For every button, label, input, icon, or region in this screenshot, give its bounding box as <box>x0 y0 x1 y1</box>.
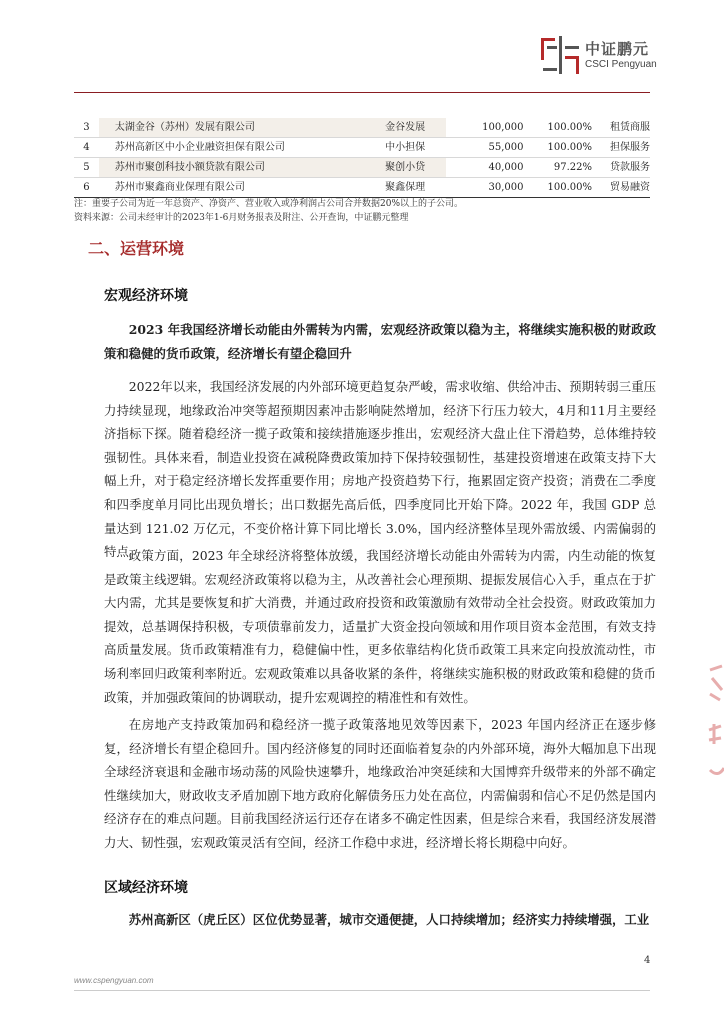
table-row <box>74 118 650 138</box>
page-number: 4 <box>644 955 651 966</box>
company-abbr: 中小担保 <box>385 141 426 153</box>
logo-english-name: CSCI Pengyuan <box>585 59 657 70</box>
main-business: 贸易融资 <box>610 181 650 193</box>
holding-ratio: 97.22% <box>553 161 592 173</box>
table-row <box>74 158 650 178</box>
main-business: 贷款服务 <box>610 161 650 173</box>
registered-capital: 30,000 <box>488 181 524 193</box>
company-name: 苏州市聚创科技小额贷款有限公司 <box>99 158 375 178</box>
company-abbr: 聚鑫保理 <box>385 181 426 193</box>
macro-paragraph-1: 2022年以来，我国经济发展的内外部环境更趋复杂严峻，需求收缩、供给冲击、预期转弱三重压力持续显现，地缘政治冲突等超预期因素冲击影响陡然增加，经济下行压力较大，4月和11月主要经济指标下探。随着稳经济一揽子政策和接续措施逐步推出，宏观经济大盘止住下滑趋势，总体维持较强韧性。具体来看，制造业投资在减税降费政策加持下保持较强韧性，基建投资增速在政策支持下大幅上升，对于稳定经济增长发挥重要作用；房地产投资趋势下行，拖累固定资产投资；消费在二季度和四季度单月同比出现负增长；出口数据先高后低，四季度同比开始下降。2022 年，我国 GDP 总量达到 121.02 万亿元，不变价格计算下同比增长 3.0%，国内经济整体呈现外需放缓、内需偏弱的特点。 <box>104 379 656 560</box>
section-title: 二、运营环境 <box>88 239 185 258</box>
regional-subtitle: 区域经济环境 <box>104 880 188 896</box>
table-row <box>74 138 650 158</box>
registered-capital: 100,000 <box>482 121 524 133</box>
subsidiary-table <box>74 118 650 198</box>
row-number: 5 <box>83 161 90 173</box>
macro-lead-paragraph: 2023 年我国经济增长动能由外需转为内需，宏观经济政策以稳为主，将继续实施积极的财政政策和稳健的货币政策，经济增长有望企稳回升 <box>104 322 656 361</box>
footer-url: www.cspengyuan.com <box>74 976 154 985</box>
holding-ratio: 100.00% <box>547 141 592 153</box>
seal-stamp-icon <box>706 660 724 790</box>
company-name: 苏州高新区中小企业融资担保有限公司 <box>114 141 285 153</box>
company-name: 太湖金谷（苏州）发展有限公司 <box>99 118 375 138</box>
row-number: 3 <box>83 121 90 133</box>
company-logo <box>539 34 709 78</box>
header-divider <box>74 92 650 93</box>
macro-paragraph-2: 政策方面，2023 年全球经济将整体放缓，我国经济增长动能由外需转为内需，内生动能的恢复是政策主线逻辑。宏观经济政策将以稳为主，从改善社会心理预期、提振发展信心入手，重点在于扩大内需，尤其是要恢复和扩大消费，并通过政府投资和政策激励有效带动全社会投资。财政政策加力提效，总基调保持积极，专项债靠前发力，适量扩大资金投向领域和用作项目资本金范围，有效支持高质量发展。货币政策精准有力，稳健偏中性，更多依靠结构化货币政策工具来定向投放流动性，市场利率回归政策利率附近。宏观政策难以具备收紧的条件，将继续实施积极的财政政策和稳健的货币政策，并加强政策间的协调联动，提升宏观调控的精准性和有效性。 <box>104 548 656 705</box>
company-abbr: 金谷发展 <box>375 118 446 138</box>
macro-paragraph-3: 在房地产支持政策加码和稳经济一揽子政策落地见效等因素下，2023 年国内经济正在逐步修复，经济增长有望企稳回升。国内经济修复的同时还面临着复杂的内外部环境，海外大幅加息下出现全球经济衰退和金融市场动荡的风险快速攀升，地缘政治冲突延续和大国博弈升级带来的外部不确定性继续加大，财政收支矛盾加剧下地方政府化解债务压力处在高位，内需偏弱和信心不足仍然是国内经济存在的难点问题。目前我国经济运行还存在诸多不确定性因素，但是综合来看，我国经济发展潜力大、韧性强，宏观政策灵活有空间，经济工作稳中求进，经济增长将长期稳中向好。 <box>104 717 656 850</box>
main-business: 担保服务 <box>610 141 650 153</box>
macro-subtitle: 宏观经济环境 <box>104 288 188 304</box>
main-business: 租赁商服 <box>610 121 650 133</box>
holding-ratio: 100.00% <box>547 181 592 193</box>
table-note: 注：重要子公司为近一年总资产、净资产、营业收入或净利润占公司合并数据20%以上的子公司。 <box>74 199 464 209</box>
company-name: 苏州市聚鑫商业保理有限公司 <box>114 181 245 193</box>
holding-ratio: 100.00% <box>547 121 592 133</box>
registered-capital: 40,000 <box>488 161 524 173</box>
table-source: 资料来源：公司未经审计的2023年1-6月财务报表及附注、公开查询，中证鹏元整理 <box>74 213 409 223</box>
logo-chinese-name: 中证鹏元 <box>585 40 650 58</box>
registered-capital: 55,000 <box>488 141 524 153</box>
footer-divider <box>74 990 650 991</box>
regional-lead-paragraph: 苏州高新区（虎丘区）区位优势显著，城市交通便捷，人口持续增加；经济实力持续增强，工业 <box>128 912 650 927</box>
row-number: 4 <box>83 141 90 153</box>
company-abbr: 聚创小贷 <box>375 158 446 178</box>
table-row <box>74 178 650 198</box>
row-number: 6 <box>83 181 90 193</box>
logo-mark-icon <box>539 34 581 76</box>
